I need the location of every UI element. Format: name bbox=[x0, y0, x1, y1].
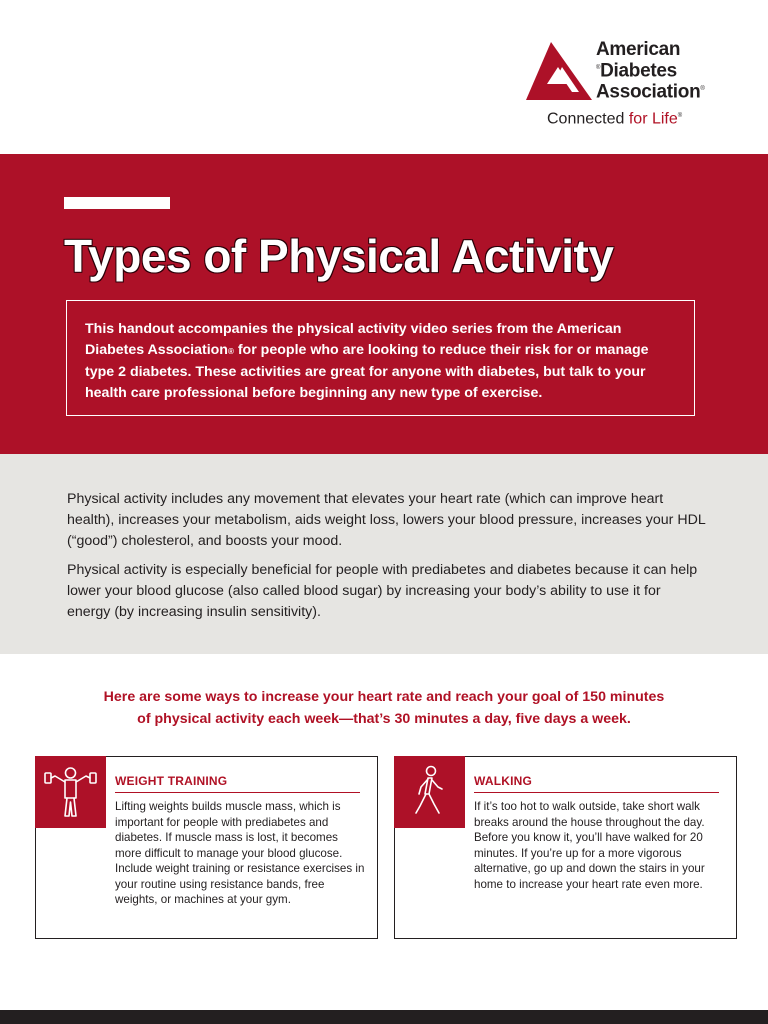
logo-name-line3 bbox=[596, 80, 705, 101]
card-text: If it’s too hot to walk outside, take short walk breaks around the house throughout the day. Before you know it, you’ll have walked for 20 minutes. If you’re up for a more vigorous alternative, go up and down the stairs in your home to increase your heart rate even more. bbox=[474, 800, 705, 891]
walking-icon bbox=[394, 756, 465, 828]
page-title: Types of Physical Activity bbox=[64, 230, 614, 282]
logo-reg-mark: ® bbox=[596, 65, 601, 71]
overview-paragraph-2: Physical activity is especially beneficial for people with prediabetes and diabetes because it can help lower your blood glucose (also called blood sugar) by increasing your body’s ability to use it for energy (by increasing insulin sensitivity). bbox=[67, 562, 698, 620]
card-title: WEIGHT TRAINING bbox=[115, 774, 228, 788]
intro-text-part1: This handout accompanies the physical activity video series from the American Diabetes Association bbox=[85, 321, 622, 358]
card-text: Lifting weights builds muscle mass, which is important for people with prediabetes and diabetes. If muscle mass is lost, it becomes more difficult to manage your blood glucose. Include weight training or resistance exercises in your routine using resistance bands, free weights, or machines at your gym. bbox=[115, 800, 365, 906]
weightlifting-icon bbox=[35, 756, 106, 828]
overview-paragraph-1: Physical activity includes any movement that elevates your heart rate (which can improve heart health), increases your metabolism, aids weight loss, lowers your blood pressure, increases your HDL (“good”) cholesterol, and boosts your mood. bbox=[67, 491, 706, 549]
intro-box bbox=[66, 300, 695, 416]
logo-name-line2-text: Diabetes bbox=[600, 60, 677, 82]
ada-logo bbox=[526, 40, 736, 130]
callout-line-2: of physical activity each week—that’s 30 minutes a day, five days a week. bbox=[137, 711, 631, 727]
logo-tagline bbox=[547, 107, 682, 128]
tagline-for-life: for Life bbox=[628, 110, 678, 128]
intro-text-part2: for people who are looking to reduce their risk for or manage type 2 diabetes. These activities are great for anyone with diabetes, but talk to your health care professional before beginning any new type of exercise. bbox=[85, 342, 649, 401]
card-divider bbox=[474, 792, 719, 793]
logo-name-line3-text: Association bbox=[596, 81, 701, 103]
activity-card-weight-training bbox=[35, 756, 378, 939]
goal-callout bbox=[40, 686, 728, 730]
card-divider bbox=[115, 792, 360, 793]
card-icon-box bbox=[394, 756, 465, 828]
tagline-connected: Connected bbox=[547, 110, 629, 128]
callout-line-1: Here are some ways to increase your heart rate and reach your goal of 150 minutes bbox=[103, 689, 665, 705]
card-icon-box bbox=[35, 756, 106, 828]
intro-reg-mark: ® bbox=[227, 347, 234, 356]
title-banner bbox=[0, 154, 768, 454]
footer-bar bbox=[0, 1010, 768, 1024]
logo-reg-mark-2: ® bbox=[700, 86, 705, 93]
tagline-reg-mark: ® bbox=[677, 113, 683, 119]
logo-wordmark bbox=[596, 40, 705, 102]
activity-card-walking bbox=[394, 756, 737, 939]
overview-section bbox=[0, 454, 768, 654]
logo-name-line1: American bbox=[596, 39, 681, 60]
page-header bbox=[0, 0, 768, 154]
card-title: WALKING bbox=[474, 774, 533, 788]
intro-text bbox=[85, 319, 676, 404]
logo-name-line2 bbox=[596, 59, 705, 80]
ada-triangle-logo-icon bbox=[526, 42, 592, 100]
banner-accent-bar bbox=[64, 197, 170, 209]
